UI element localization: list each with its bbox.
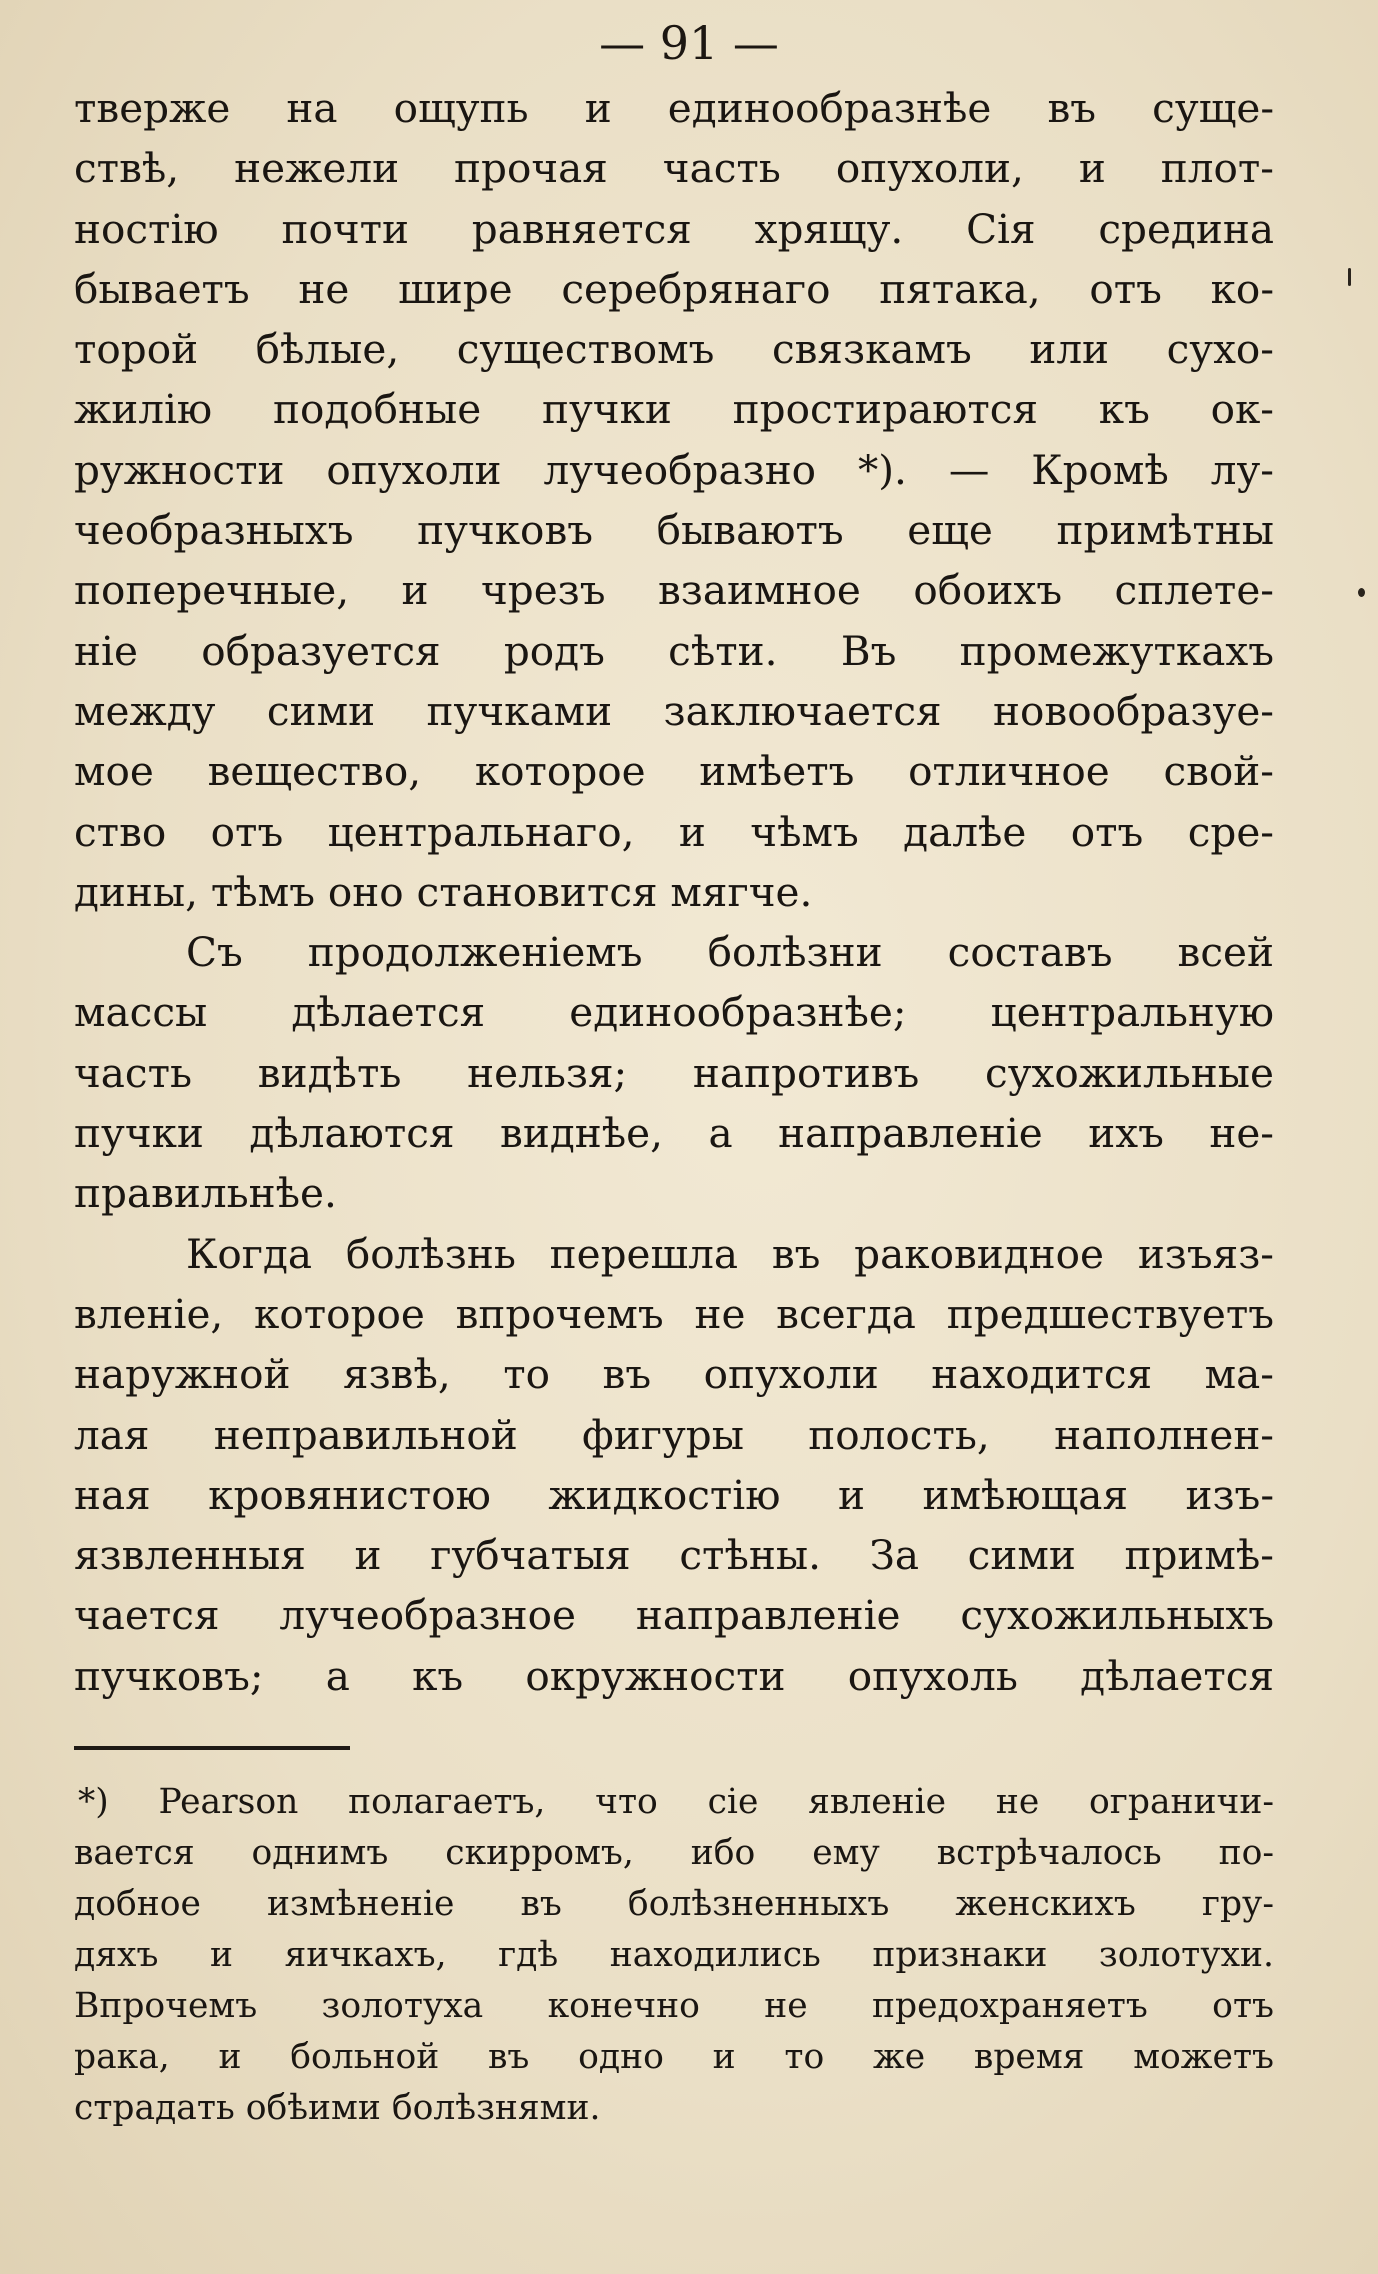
body-line: дины, тѣмъ оно становится мягче. [74, 867, 813, 916]
body-line: торой бѣлые, существомъ связкамъ или сухо- [74, 325, 1274, 374]
footnote-line: дяхъ и яичкахъ, гдѣ находились признаки золотухи. [74, 1935, 1274, 1975]
body-line: ностію почти равняется хрящу. Сія средина [74, 204, 1274, 253]
page-number: — 91 — [599, 16, 779, 70]
body-line: ніе образуется родъ сѣти. Въ промежуткахъ [74, 626, 1274, 675]
ink-speck [1358, 588, 1365, 597]
ink-speck [1348, 268, 1351, 286]
body-line: мое вещество, которое имѣетъ отличное свой- [74, 747, 1274, 796]
body-line: тверже на ощупь и единообразнѣе въ суще- [74, 84, 1274, 132]
body-line: чается лучеобразное направленіе сухожильныхъ [74, 1591, 1274, 1640]
body-line: ружности опухоли лучеобразно *). — Кромѣ лу- [74, 445, 1274, 494]
footnote-line: Впрочемъ золотуха конечно не предохраняетъ отъ [74, 1986, 1274, 2026]
paragraph-start-line: Когда болѣзнь перешла въ раковидное изъяз- [186, 1229, 1274, 1278]
body-line: ствѣ, нежели прочая часть опухоли, и плот- [74, 144, 1274, 193]
body-line: пучки дѣлаются виднѣе, а направленіе ихъ не- [74, 1109, 1274, 1158]
body-line: пучковъ; а къ окружности опухоль дѣлается [74, 1651, 1274, 1700]
body-line: жилію подобные пучки простираются къ ок- [74, 385, 1274, 434]
body-line: наружной язвѣ, то въ опухоли находится ма- [74, 1350, 1274, 1399]
footnote-line: рака, и больной въ одно и то же время можетъ [74, 2037, 1274, 2077]
body-line: правильнѣе. [74, 1169, 337, 1218]
body-line: язвленныя и губчатыя стѣны. За сими примѣ- [74, 1531, 1274, 1580]
footnote [74, 1777, 1274, 2134]
body-text [74, 78, 1274, 1706]
body-line: чеобразныхъ пучковъ бываютъ еще примѣтны [74, 506, 1274, 555]
paragraph-start-line: Съ продолженіемъ болѣзни составъ всей [186, 928, 1274, 977]
footnote-separator [74, 1746, 350, 1750]
body-line: поперечные, и чрезъ взаимное обоихъ сплете- [74, 566, 1274, 615]
body-line: часть видѣть нельзя; напротивъ сухожильные [74, 1048, 1274, 1097]
footnote-line: *) Pearson полагаетъ, что сіе явленіе не ограничи- [78, 1782, 1274, 1822]
body-line: массы дѣлается единообразнѣе; центральную [74, 988, 1274, 1037]
body-line: бываетъ не шире серебрянаго пятака, отъ ко- [74, 264, 1274, 313]
body-line: ная кровянистою жидкостію и имѣющая изъ- [74, 1470, 1274, 1519]
body-line: ство отъ центральнаго, и чѣмъ далѣе отъ сре- [74, 807, 1274, 856]
footnote-line: страдать обѣими болѣзнями. [74, 2088, 601, 2128]
body-line: вленіе, которое впрочемъ не всегда предшествуетъ [74, 1289, 1274, 1338]
footnote-line: добное измѣненіе въ болѣзненныхъ женскихъ гру- [74, 1884, 1274, 1924]
footnote-line: вается однимъ скирромъ, ибо ему встрѣчалось по- [74, 1833, 1274, 1873]
body-line: между сими пучками заключается новообразуе- [74, 686, 1274, 735]
body-line: лая неправильной фигуры полость, наполнен- [74, 1410, 1274, 1459]
